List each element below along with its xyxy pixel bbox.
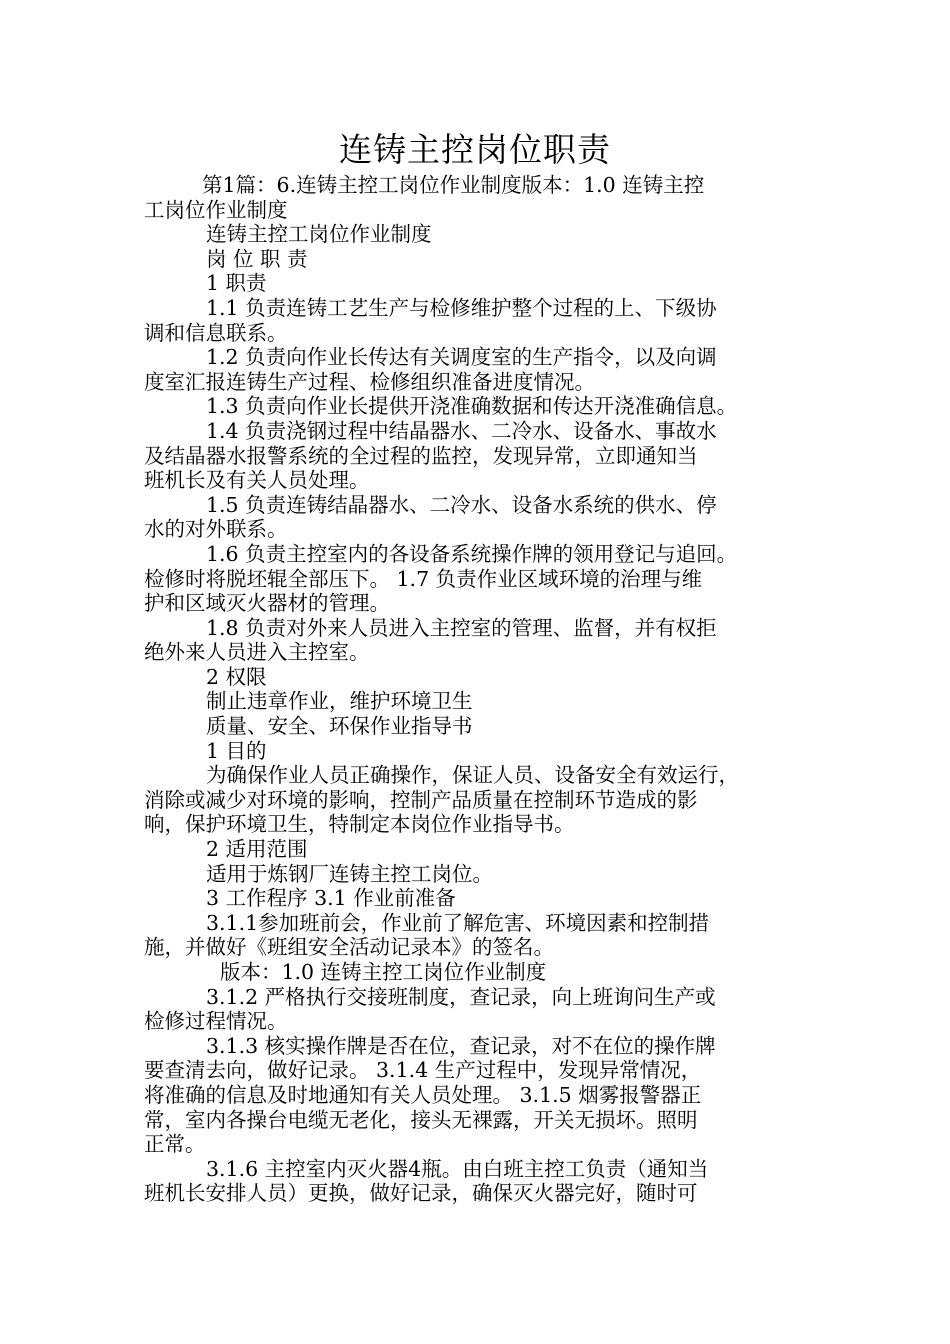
paragraph-line: 施，并做好《班组安全活动记录本》的签名。: [144, 935, 554, 960]
paragraph-line: 检修过程情况。: [144, 1009, 288, 1034]
paragraph-line: 1.5 负责连铸结晶器水、二冷水、设备水系统的供水、停: [206, 492, 717, 517]
paragraph-line: 3 工作程序 3.1 作业前准备: [206, 886, 456, 911]
paragraph-line: 为确保作业人员正确操作，保证人员、设备安全有效运行，: [206, 763, 739, 788]
paragraph-line: 消除或减少对环境的影响，控制产品质量在控制环节造成的影: [144, 787, 698, 812]
document-body: [144, 173, 808, 1206]
paragraph-line: 版本：1.0 连铸主控工岗位作业制度: [220, 960, 547, 984]
paragraph-line: 2 适用范围: [206, 837, 308, 862]
paragraph-line: 3.1.3 核实操作牌是否在位，查记录，对不在位的操作牌: [206, 1033, 716, 1058]
paragraph-line: 护和区域灭火器材的管理。: [144, 591, 390, 616]
paragraph-line: 将准确的信息及时地通知有关人员处理。 3.1.5 烟雾报警器正: [144, 1082, 702, 1107]
paragraph-line: 1.8 负责对外来人员进入主控室的管理、监督，并有权拒: [206, 615, 717, 640]
paragraph-line: 班机长及有关人员处理。: [144, 468, 370, 493]
paragraph-line: 正常。: [144, 1132, 206, 1157]
paragraph-line: 连铸主控工岗位作业制度: [206, 222, 432, 247]
paragraph-line: 岗 位 职 责: [206, 246, 308, 271]
paragraph-line: 1.3 负责向作业长提供开浇准确数据和传达开浇准确信息。: [206, 394, 738, 419]
paragraph-line: 3.1.2 严格执行交接班制度，查记录，向上班询问生产或: [206, 984, 716, 1009]
paragraph-line: 调和信息联系。: [144, 320, 288, 345]
paragraph-line: 制止违章作业，维护环境卫生: [206, 689, 473, 714]
paragraph-line: 2 权限: [206, 664, 267, 689]
paragraph-line: 1.6 负责主控室内的各设备系统操作牌的领用登记与追回。: [206, 541, 738, 566]
paragraph-line: 第1篇：6.连铸主控工岗位作业制度版本：1.0 连铸主控: [202, 173, 705, 197]
document-title: 连铸主控岗位职责: [339, 130, 611, 169]
paragraph-line: 常，室内各操台电缆无老化，接头无裸露，开关无损坏。照明: [144, 1107, 698, 1132]
paragraph-line: 班机长安排人员）更换，做好记录，确保灭火器完好，随时可: [144, 1181, 698, 1206]
paragraph-line: 3.1.1参加班前会，作业前了解危害、环境因素和控制措: [206, 910, 710, 935]
paragraph-line: 水的对外联系。: [144, 517, 288, 542]
paragraph-line: 1.2 负责向作业长传达有关调度室的生产指令，以及向调: [206, 345, 717, 370]
paragraph-line: 及结晶器水报警系统的全过程的监控，发现异常，立即通知当: [144, 443, 698, 468]
paragraph-line: 质量、安全、环保作业指导书: [206, 714, 473, 739]
paragraph-line: 1.4 负责浇钢过程中结晶器水、二冷水、设备水、事故水: [206, 418, 717, 443]
paragraph-line: 3.1.6 主控室内灭火器4瓶。由白班主控工负责（通知当: [206, 1156, 709, 1181]
paragraph-line: 响，保护环境卫生，特制定本岗位作业指导书。: [144, 812, 575, 837]
paragraph-line: 工岗位作业制度: [144, 197, 288, 222]
paragraph-line: 1 目的: [206, 738, 267, 763]
paragraph-line: 检修时将脱坯辊全部压下。 1.7 负责作业区域环境的治理与维: [144, 566, 703, 591]
paragraph-line: 要查清去向，做好记录。 3.1.4 生产过程中，发现异常情况，: [144, 1058, 702, 1083]
paragraph-line: 适用于炼钢厂连铸主控工岗位。: [206, 861, 493, 886]
paragraph-line: 度室汇报连铸生产过程、检修组织准备进度情况。: [144, 369, 595, 394]
paragraph-line: 绝外来人员进入主控室。: [144, 640, 370, 665]
paragraph-line: 1.1 负责连铸工艺生产与检修维护整个过程的上、下级协: [206, 295, 717, 320]
paragraph-line: 1 职责: [206, 271, 267, 296]
